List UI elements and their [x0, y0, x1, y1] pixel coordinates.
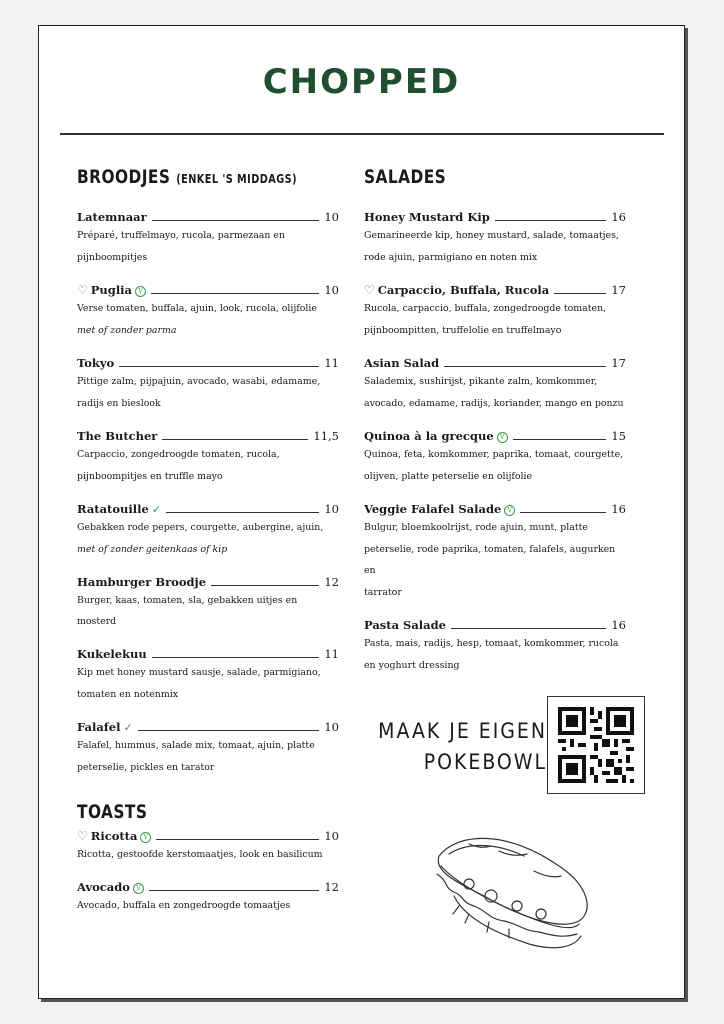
- item-name: Quinoa à la grecque: [364, 429, 494, 443]
- item-name: Asian Salad: [364, 356, 440, 370]
- vegetarian-icon: V: [497, 432, 508, 443]
- leader-line: [495, 220, 607, 221]
- leader-line: [166, 512, 319, 513]
- menu-item: [77, 827, 339, 865]
- leader-line: [513, 439, 607, 440]
- qr-code[interactable]: [547, 696, 645, 794]
- item-price: 10: [324, 283, 339, 297]
- item-note: met of zonder geitenkaas of kip: [77, 544, 228, 555]
- salades-title: SALADES: [364, 166, 447, 188]
- item-name: Latemnaar: [77, 210, 147, 224]
- leader-line: [156, 839, 319, 840]
- pokebowl-line1: MAAK JE EIGEN: [378, 719, 547, 743]
- leader-line: [162, 439, 308, 440]
- menu-item: [77, 645, 339, 705]
- vegetarian-icon: V: [135, 286, 146, 297]
- salades-section: [364, 166, 626, 689]
- vegan-icon: ✓: [123, 721, 133, 734]
- item-price: 16: [611, 210, 626, 224]
- item-price: 15: [611, 429, 626, 443]
- item-price: 10: [324, 720, 339, 734]
- item-description: Carpaccio, zongedroogde tomaten, rucola,: [77, 449, 280, 460]
- leader-line: [520, 512, 606, 513]
- item-name: Veggie Falafel Salade: [364, 502, 502, 516]
- menu-item: [77, 354, 339, 414]
- broodjes-title-text: BROODJES: [77, 166, 171, 188]
- pokebowl-callout: [377, 716, 547, 778]
- item-description: radijs en bieslook: [77, 398, 161, 409]
- item-description: pijnboompitjes en truffle mayo: [77, 471, 223, 482]
- item-description: Burger, kaas, tomaten, sla, gebakken uitjes en mosterd: [77, 595, 298, 627]
- leader-line: [152, 657, 320, 658]
- item-description: Gemarineerde kip, honey mustard, salade, tomaatjes,: [364, 230, 619, 241]
- menu-item: [364, 427, 626, 487]
- item-description: peterselie, rode paprika, tomaten, falafels, augurken en: [364, 544, 616, 576]
- pokebowl-line2: POKEBOWL: [423, 750, 547, 774]
- menu-item: [77, 427, 339, 487]
- item-price: 16: [611, 618, 626, 632]
- item-price: 11: [324, 356, 339, 370]
- menu-item: [364, 616, 626, 676]
- item-description: Quinoa, feta, komkommer, paprika, tomaat, courgette,: [364, 449, 624, 460]
- leader-line: [119, 366, 319, 367]
- item-description: Verse tomaten, buffala, ajuin, look, rucola, olijfolie: [77, 303, 317, 314]
- vegetarian-icon: V: [133, 883, 144, 894]
- item-price: 16: [611, 502, 626, 516]
- item-price: 10: [324, 210, 339, 224]
- item-name: Honey Mustard Kip: [364, 210, 490, 224]
- item-description: Gebakken rode pepers, courgette, aubergine, ajuin,: [77, 522, 324, 533]
- item-description: Bulgur, bloemkoolrijst, rode ajuin, munt, platte: [364, 522, 588, 533]
- leader-line: [211, 585, 319, 586]
- item-name: Puglia: [90, 283, 133, 297]
- menu-item: [364, 281, 626, 341]
- item-price: 12: [324, 880, 339, 894]
- item-name: Ratatouille: [77, 502, 149, 516]
- broodjes-subtitle: (ENKEL 'S MIDDAGS): [176, 172, 297, 186]
- item-description: Pittige zalm, pijpajuin, avocado, wasabi, edamame,: [77, 376, 321, 387]
- broodjes-title: [77, 166, 313, 188]
- menu-item: [77, 573, 339, 632]
- menu-item: [364, 208, 626, 268]
- item-price: 10: [324, 502, 339, 516]
- item-description: Falafel, hummus, salade mix, tomaat, ajuin, platte: [77, 740, 315, 751]
- item-price: 11,5: [313, 429, 339, 443]
- item-description: Préparé, truffelmayo, rucola, parmezaan en: [77, 230, 285, 241]
- menu-item: [77, 208, 339, 268]
- heart-icon: ♡: [364, 283, 375, 297]
- qr-code-icon: [558, 707, 634, 783]
- item-name: Tokyo: [77, 356, 115, 370]
- brand-logo: CHOPPED: [262, 62, 461, 102]
- item-name: Ricotta: [90, 829, 138, 843]
- item-price: 10: [324, 829, 339, 843]
- sandwich-illustration: [429, 826, 599, 956]
- vegetarian-icon: V: [504, 505, 515, 516]
- item-name: Falafel: [77, 720, 121, 734]
- leader-line: [151, 293, 319, 294]
- leader-line: [554, 293, 606, 294]
- item-description: Avocado, buffala en zongedroogde tomaatjes: [77, 900, 291, 911]
- header-divider: [60, 133, 664, 135]
- menu-item: [77, 500, 339, 560]
- leader-line: [152, 220, 320, 221]
- item-description: pijnboompitten, truffelolie en truffelmayo: [364, 325, 562, 336]
- menu-item: [77, 718, 339, 778]
- item-description: tarrator: [364, 587, 402, 598]
- vegan-icon: ✓: [151, 503, 162, 516]
- leader-line: [138, 730, 320, 731]
- menu-item: [77, 878, 339, 916]
- toasts-title: TOASTS: [77, 801, 148, 823]
- item-name: Hamburger Broodje: [77, 575, 207, 589]
- item-name: Carpaccio, Buffala, Rucola: [377, 283, 550, 297]
- item-price: 17: [611, 283, 626, 297]
- item-description: Pasta, mais, radijs, hesp, tomaat, komkommer, rucola: [364, 638, 619, 649]
- vegetarian-icon: V: [140, 832, 151, 843]
- toasts-section: [77, 801, 339, 929]
- leader-line: [149, 890, 319, 891]
- menu-item: [364, 500, 626, 603]
- leader-line: [451, 628, 606, 629]
- item-description: olijven, platte peterselie en olijfolie: [364, 471, 533, 482]
- item-description: avocado, edamame, radijs, koriander, mango en ponzu: [364, 398, 624, 409]
- item-description: tomaten en notenmix: [77, 689, 179, 700]
- leader-line: [444, 366, 606, 367]
- item-name: The Butcher: [77, 429, 158, 443]
- item-description: pijnboompitjes: [77, 252, 148, 263]
- menu-item: [364, 354, 626, 414]
- broodjes-section: [77, 166, 339, 791]
- item-description: Kip met honey mustard sausje, salade, parmigiano,: [77, 667, 321, 678]
- item-description: Ricotta, gestoofde kerstomaatjes, look en basilicum: [77, 849, 323, 860]
- menu-item: [77, 281, 339, 341]
- item-description: peterselie, pickles en tarator: [77, 762, 215, 773]
- heart-icon: ♡: [77, 829, 88, 843]
- item-description: Salademix, sushirijst, pikante zalm, komkommer,: [364, 376, 598, 387]
- item-description: rode ajuin, parmigiano en noten mix: [364, 252, 538, 263]
- item-name: Pasta Salade: [364, 618, 446, 632]
- item-name: Kukelekuu: [77, 647, 147, 661]
- item-note: met of zonder parma: [77, 325, 177, 336]
- item-price: 11: [324, 647, 339, 661]
- item-description: en yoghurt dressing: [364, 660, 460, 671]
- item-price: 17: [611, 356, 626, 370]
- item-name: Avocado: [77, 880, 130, 894]
- item-description: Rucola, carpaccio, buffala, zongedroogde tomaten,: [364, 303, 607, 314]
- heart-icon: ♡: [77, 283, 88, 297]
- menu-page: [38, 25, 685, 999]
- item-price: 12: [324, 575, 339, 589]
